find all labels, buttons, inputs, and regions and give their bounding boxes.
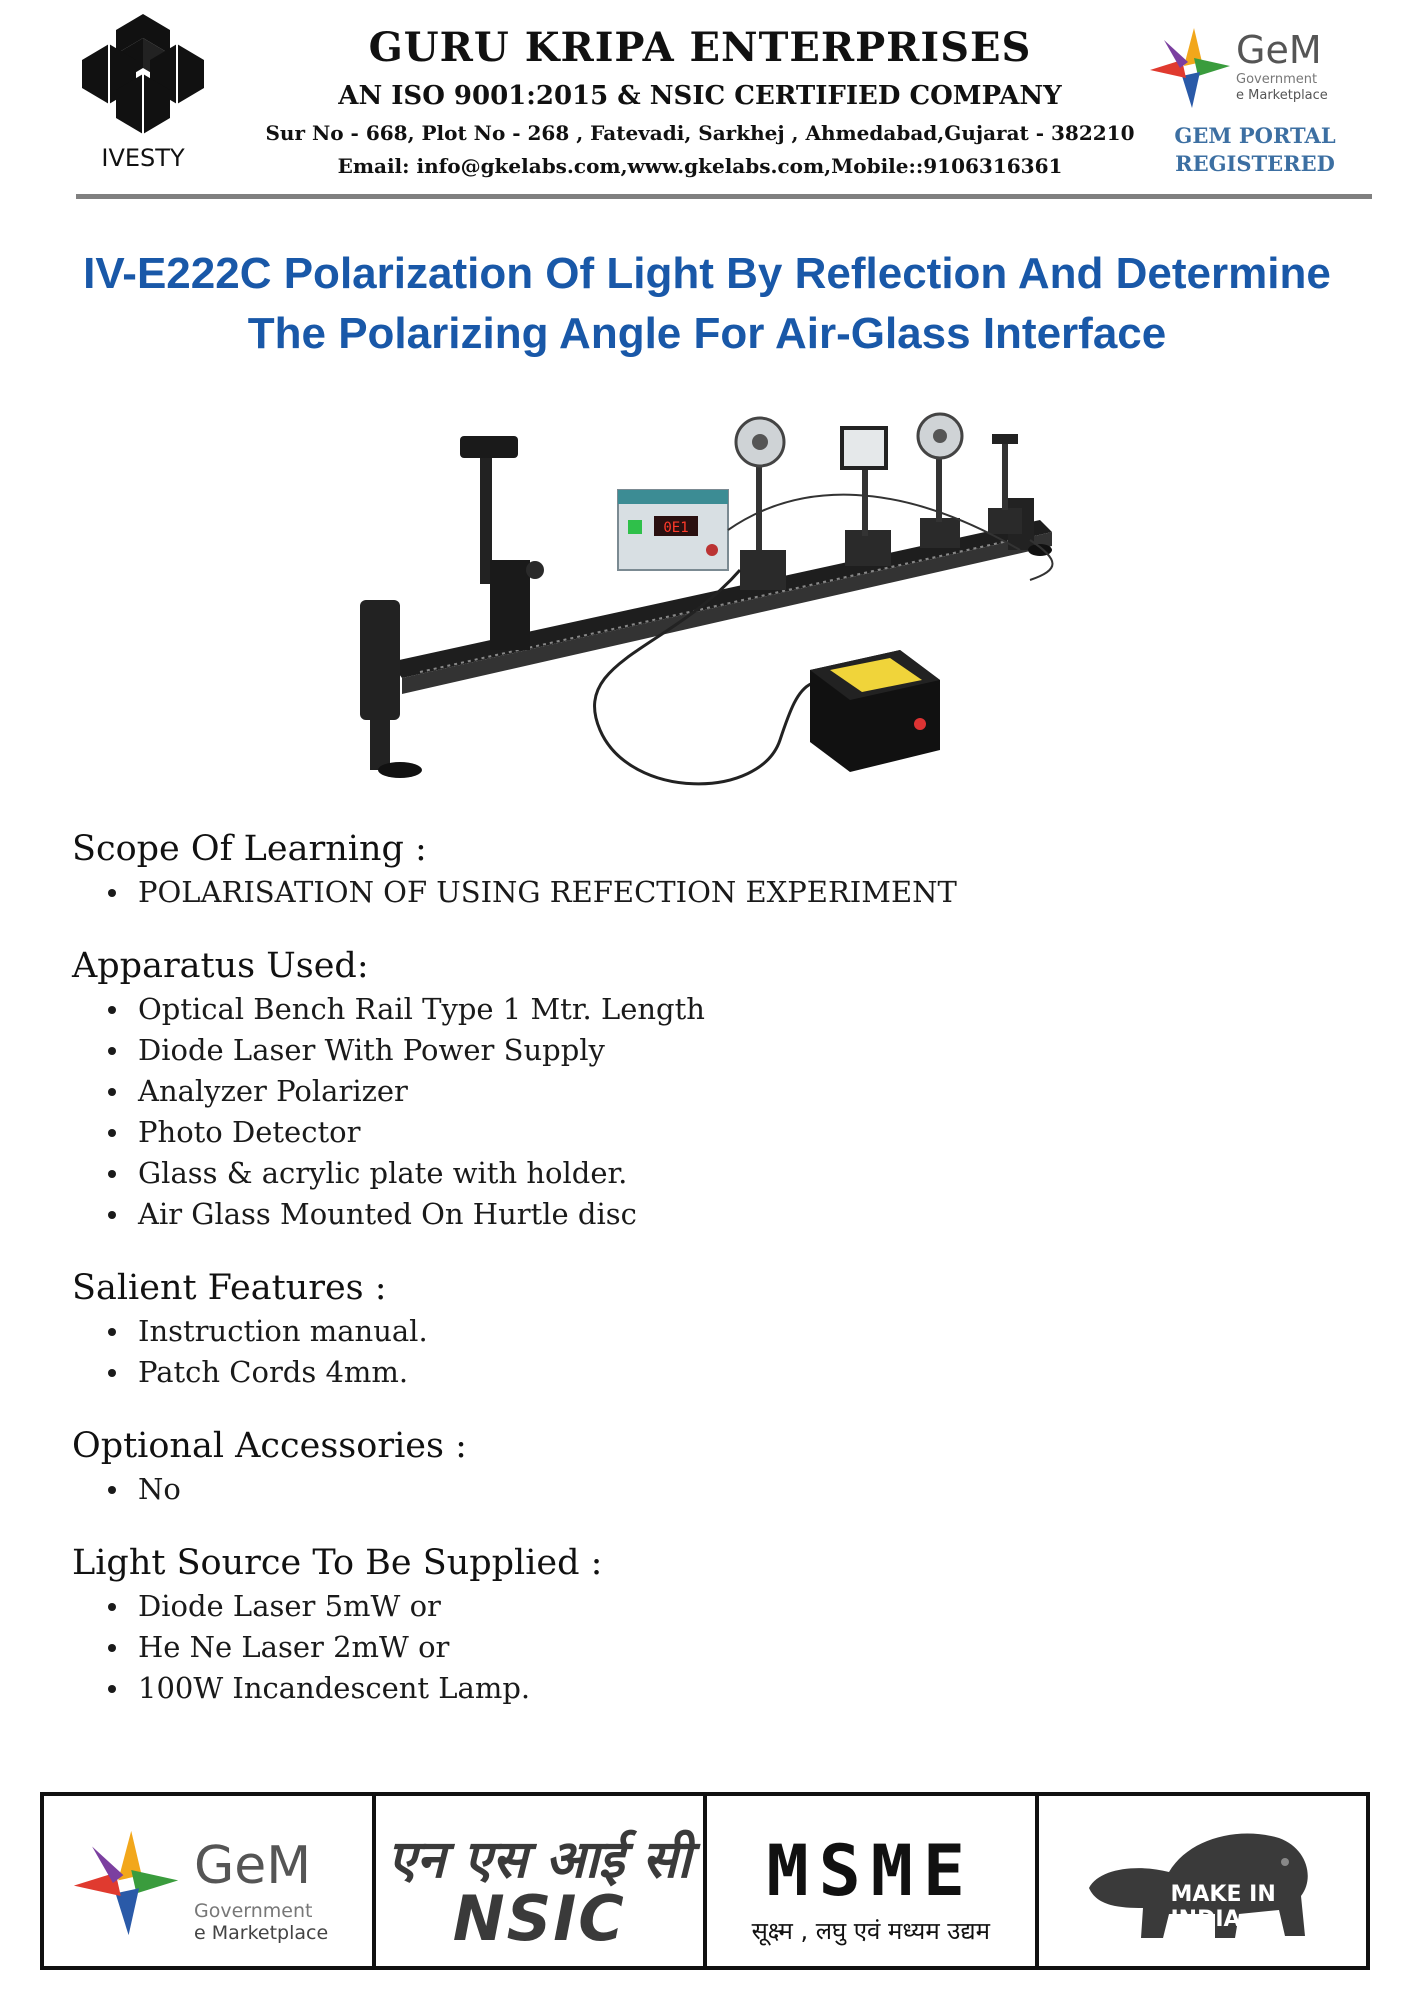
meter-reading: 0E1 bbox=[663, 520, 689, 536]
footer-logo-strip bbox=[40, 1792, 1370, 1970]
list-item: 100W Incandescent Lamp. bbox=[138, 1668, 1272, 1709]
list-item: POLARISATION OF USING REFECTION EXPERIMENT bbox=[138, 872, 1272, 913]
letterhead bbox=[0, 0, 1414, 210]
product-photo bbox=[340, 400, 1070, 810]
list-item: He Ne Laser 2mW or bbox=[138, 1627, 1272, 1668]
section-heading: Optional Accessories : bbox=[72, 1426, 467, 1466]
company-contact: Email: info@gkelabs.com,www.gkelabs.com,Mobile::9106316361 bbox=[337, 154, 1063, 178]
section-list bbox=[72, 989, 1272, 1235]
company-block bbox=[240, 22, 1160, 182]
specification-sections bbox=[72, 826, 1272, 1739]
section-heading: Salient Features : bbox=[72, 1268, 387, 1308]
section-list bbox=[72, 872, 1272, 913]
section-heading: Light Source To Be Supplied : bbox=[72, 1543, 603, 1583]
section-salient-features bbox=[72, 1265, 1272, 1393]
nsic-english-text: NSIC bbox=[452, 1882, 626, 1955]
footer-gem-logo bbox=[44, 1796, 376, 1966]
list-item: Instruction manual. bbox=[138, 1311, 1272, 1352]
section-heading: Apparatus Used: bbox=[72, 946, 369, 986]
gem-government: Government bbox=[1236, 72, 1318, 87]
company-name: GURU KRIPA ENTERPRISES bbox=[368, 24, 1032, 71]
make-in-india-lion bbox=[1079, 1818, 1319, 1948]
footer-msme-logo bbox=[707, 1796, 1039, 1966]
section-list bbox=[72, 1469, 1272, 1510]
section-list bbox=[72, 1311, 1272, 1393]
gem-government: Government bbox=[194, 1900, 313, 1922]
company-address: Sur No - 668, Plot No - 268 , Fatevadi, Sarkhej , Ahmedabad,Gujarat - 382210 bbox=[265, 121, 1135, 145]
gem-star-icon bbox=[1144, 22, 1236, 114]
gem-emarketplace: e Marketplace bbox=[1236, 88, 1328, 103]
list-item: Photo Detector bbox=[138, 1112, 1272, 1153]
list-item: Glass & acrylic plate with holder. bbox=[138, 1153, 1272, 1194]
list-item: Analyzer Polarizer bbox=[138, 1071, 1272, 1112]
list-item: Air Glass Mounted On Hurtle disc bbox=[138, 1194, 1272, 1235]
list-item: Optical Bench Rail Type 1 Mtr. Length bbox=[138, 989, 1272, 1030]
product-title bbox=[40, 244, 1374, 364]
list-item: Diode Laser 5mW or bbox=[138, 1586, 1272, 1627]
ivesty-brand-text: IVESTY bbox=[101, 144, 185, 172]
optical-bench-illustration bbox=[340, 400, 1070, 810]
make-in-india-text: MAKE IN INDIA bbox=[1170, 1882, 1276, 1932]
ivesty-logo bbox=[78, 10, 208, 180]
section-optional-accessories bbox=[72, 1423, 1272, 1510]
gem-portal-text bbox=[1140, 122, 1370, 178]
company-certification: AN ISO 9001:2015 & NSIC CERTIFIED COMPANY bbox=[338, 81, 1062, 111]
gem-emarketplace: e Marketplace bbox=[194, 1922, 329, 1944]
msme-hindi-text: सूक्ष्म , लघु एवं मध्यम उद्यम bbox=[751, 1917, 990, 1945]
section-apparatus-used bbox=[72, 943, 1272, 1235]
list-item: Diode Laser With Power Supply bbox=[138, 1030, 1272, 1071]
footer-make-in-india-logo bbox=[1039, 1796, 1367, 1966]
gem-star-icon bbox=[66, 1818, 186, 1948]
gem-word: GeM bbox=[194, 1836, 312, 1896]
gem-portal-line1: GEM PORTAL bbox=[1174, 123, 1336, 148]
product-title-line1: IV-E222C Polarization Of Light By Reflection And Determine bbox=[83, 249, 1331, 298]
section-light-source bbox=[72, 1540, 1272, 1709]
footer-nsic-logo bbox=[376, 1796, 708, 1966]
product-title-line2: The Polarizing Angle For Air-Glass Interface bbox=[247, 309, 1167, 358]
ivesty-cube-icon bbox=[78, 10, 208, 145]
msme-english-text: MSME bbox=[766, 1830, 976, 1912]
header-divider bbox=[76, 194, 1372, 199]
nsic-hindi-text: एन एस आई सी bbox=[387, 1830, 691, 1890]
section-scope-of-learning bbox=[72, 826, 1272, 913]
gem-portal-badge bbox=[1140, 22, 1370, 182]
section-list bbox=[72, 1586, 1272, 1709]
list-item: Patch Cords 4mm. bbox=[138, 1352, 1272, 1393]
section-heading: Scope Of Learning : bbox=[72, 829, 427, 869]
gem-word: GeM bbox=[1236, 28, 1322, 72]
list-item: No bbox=[138, 1469, 1272, 1510]
gem-portal-line2: REGISTERED bbox=[1175, 151, 1335, 176]
